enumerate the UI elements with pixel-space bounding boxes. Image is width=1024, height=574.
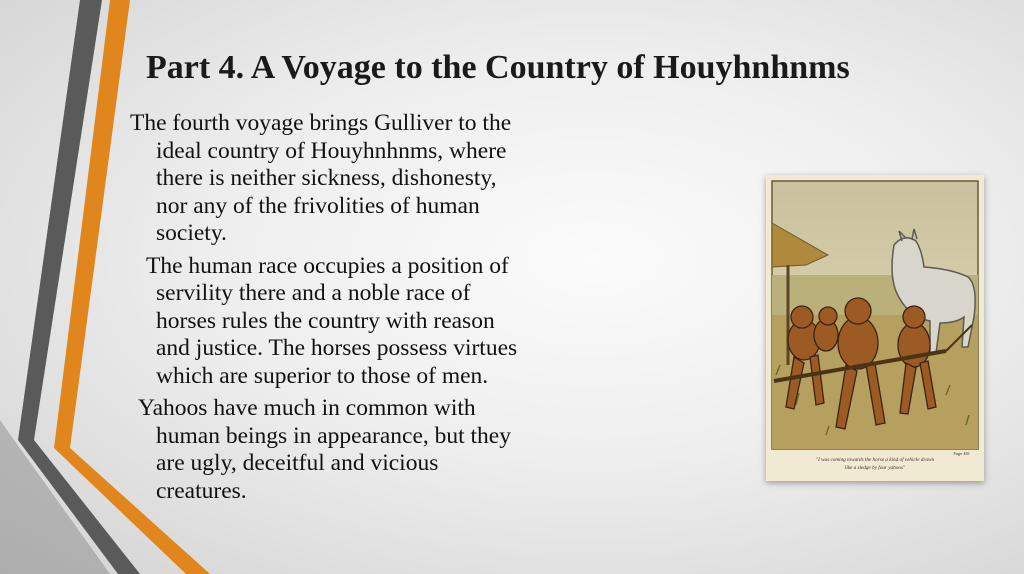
illustration-drawing [766, 175, 984, 481]
text-line: Yahoos have much in common with [138, 395, 476, 421]
text-line: The fourth voyage brings Gulliver to the [130, 110, 512, 136]
text-line: society. [156, 220, 227, 246]
text-line: and justice. The horses possess virtues [156, 335, 518, 361]
slide-body [130, 110, 610, 510]
text-line: nor any of the frivolities of human [156, 192, 480, 219]
text-line: creatures. [156, 477, 247, 504]
text-line: are ugly, deceitful and vicious [156, 450, 439, 476]
slide-title: Part 4. A Voyage to the Country of Houyhnhnms [146, 49, 850, 86]
text-line: ideal country of Houyhnhnms, where [156, 137, 507, 164]
illustration-caption-line-1: "I was coming towards the horse a kind of vehicle drawn [815, 457, 935, 463]
text-line: The human race occupies a position of [146, 252, 509, 279]
illustration-yahoos-and-horse [766, 175, 984, 481]
text-line: human beings in appearance, but they [156, 422, 511, 449]
text-line: which are superior to those of men. [156, 362, 489, 389]
paragraph-2 [130, 253, 610, 391]
illustration-caption-line-2: like a sledge by four yahoos" [844, 465, 906, 471]
paragraph-1 [130, 110, 610, 248]
illustration-page-label: Page 481 [953, 451, 970, 456]
paragraph-3 [130, 395, 610, 505]
text-line: horses rules the country with reason [156, 307, 495, 334]
text-line: servility there and a noble race of [156, 280, 471, 306]
text-line: there is neither sickness, dishonesty, [156, 165, 497, 191]
